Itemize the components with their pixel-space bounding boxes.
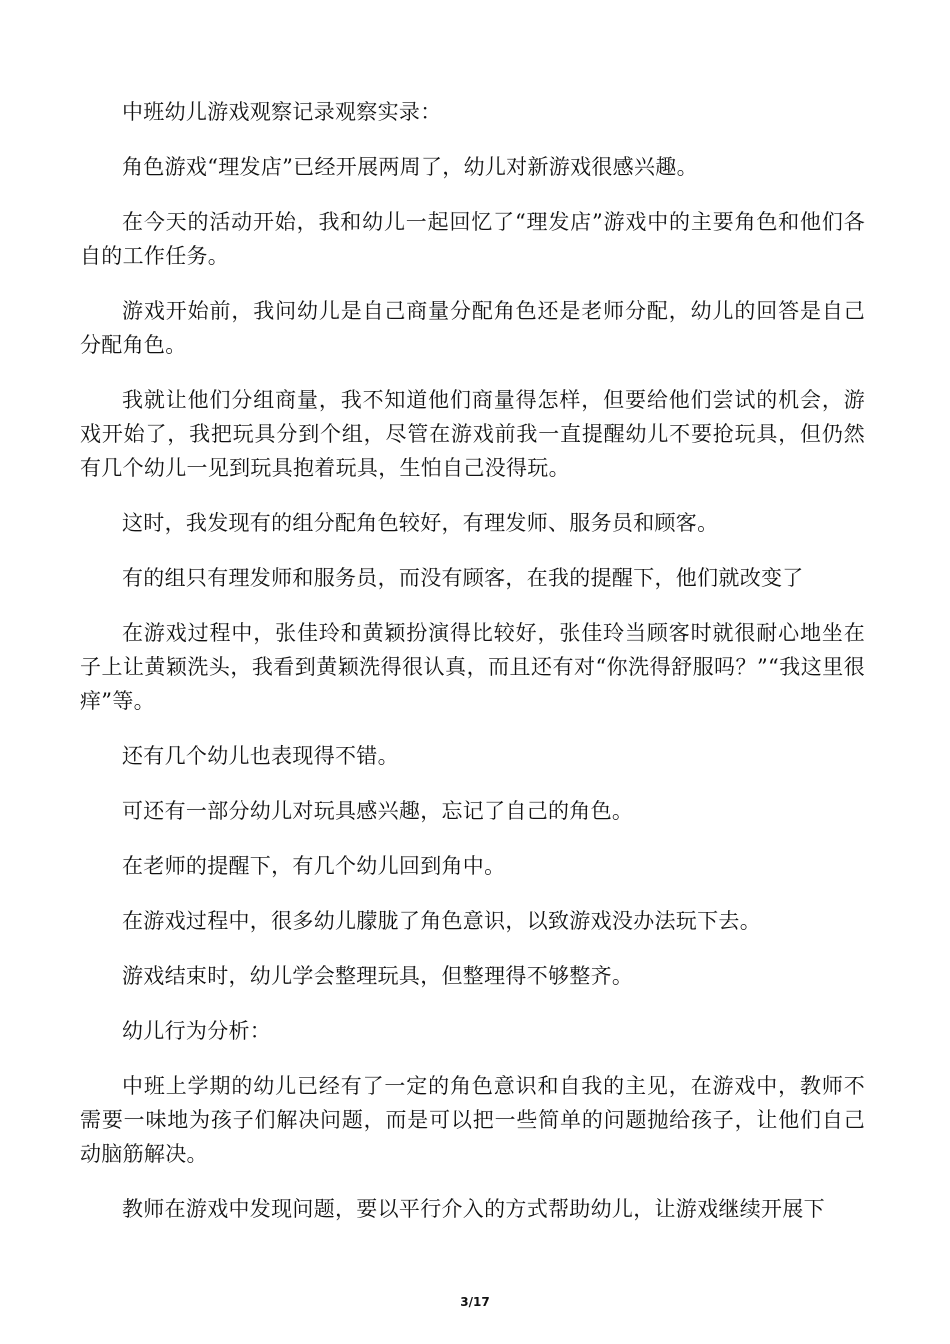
paragraph-12: 在游戏过程中，很多幼儿朦胧了角色意识，以致游戏没办法玩下去。 (122, 909, 761, 933)
paragraph-3: 在今天的活动开始，我和幼儿一起回忆了“理发店”游戏中的主要角色和他们各自的工作任务。 (80, 210, 865, 268)
paragraph-16: 教师在游戏中发现问题，要以平行介入的方式帮助幼儿，让游戏继续开展下 (122, 1197, 825, 1221)
paragraph-8: 在游戏过程中，张佳玲和黄颖扮演得比较好，张佳玲当顾客时就很耐心地坐在子上让黄颖洗头，我看到黄颖洗得很认真，而且还有对“你洗得舒服吗？”“我这里很痒”等。 (80, 621, 865, 713)
paragraph-13: 游戏结束时，幼儿学会整理玩具，但整理得不够整齐。 (122, 964, 634, 988)
page-number: 3/17 (460, 1295, 490, 1309)
paragraph-15: 中班上学期的幼儿已经有了一定的角色意识和自我的主见，在游戏中，教师不需要一味地为孩子们解决问题，而是可以把一些简单的问题抛给孩子，让他们自己动脑筋解决。 (80, 1074, 865, 1166)
paragraph-7: 有的组只有理发师和服务员，而没有顾客，在我的提醒下，他们就改变了 (122, 566, 804, 590)
paragraph-5: 我就让他们分组商量，我不知道他们商量得怎样，但要给他们尝试的机会，游戏开始了，我把玩具分到个组，尽管在游戏前我一直提醒幼儿不要抢玩具，但仍然有几个幼儿一见到玩具抱着玩具，生怕自己没得玩。 (80, 388, 865, 480)
paragraph-6: 这时，我发现有的组分配角色较好，有理发师、服务员和顾客。 (122, 511, 719, 535)
document-body (80, 95, 865, 1247)
section-heading-analysis: 幼儿行为分析： (122, 1019, 272, 1043)
paragraph-11: 在老师的提醒下，有几个幼儿回到角中。 (122, 854, 506, 878)
paragraph-2: 角色游戏“理发店”已经开展两周了，幼儿对新游戏很感兴趣。 (122, 155, 698, 179)
paragraph-4: 游戏开始前，我问幼儿是自己商量分配角色还是老师分配，幼儿的回答是自己分配角色。 (80, 299, 865, 357)
paragraph-1: 中班幼儿游戏观察记录观察实录： (122, 100, 442, 124)
paragraph-10: 可还有一部分幼儿对玩具感兴趣，忘记了自己的角色。 (122, 799, 634, 823)
paragraph-9: 还有几个幼儿也表现得不错。 (122, 744, 399, 768)
